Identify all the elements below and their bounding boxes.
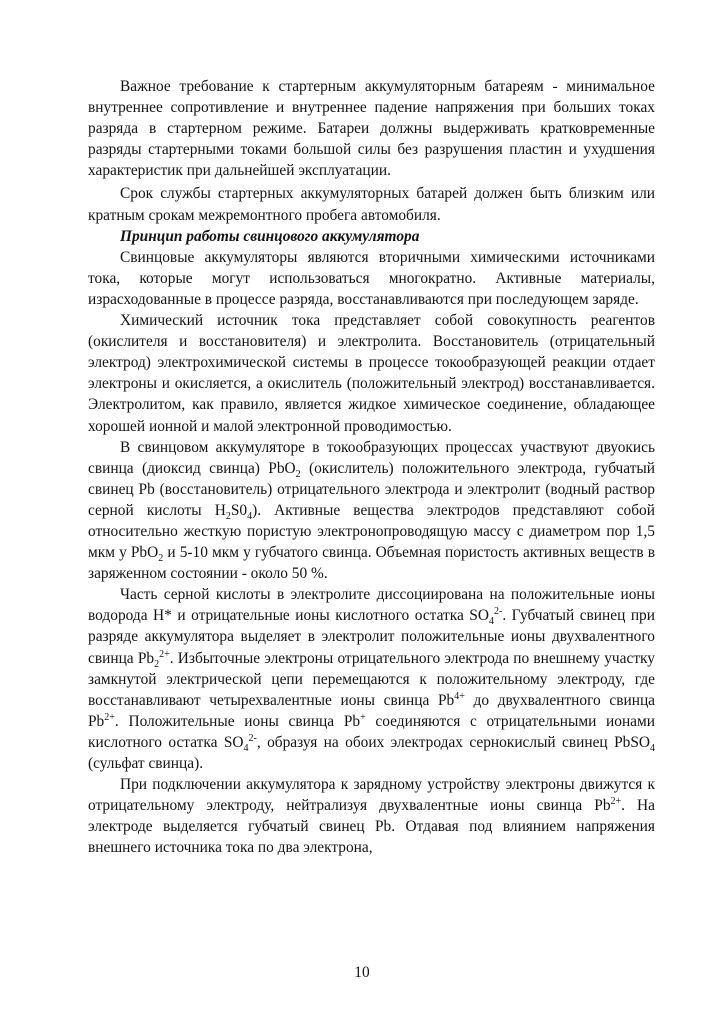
formula-pb2-ion: $Pb^{2+}$ xyxy=(88,711,115,730)
formula-pbso4: PbSO$_4$ xyxy=(614,733,655,754)
paragraph-dissociation: Часть серной кислоты в электролите диссоциирована на положительные ионы водорода Н* и отрицательные ионы кислотного остатка $SO_4^{2-}$. Губчатый свинец при разряде аккумулятора выделяет в электролит положительные ионы двухвалентного свинца $Pb_2^{2+}$. Избыточные электроны отрицательного электрода по внешнему участку замкнутой электрической цепи перемещаются к положительному электроду, где восстанавливают четырехвалентные ионы свинца $Pb^{4+}$ до двухвалентного свинца $Pb^{2+}$. Положительные ионы свинца Pb+ соединяются с отрицательными ионами кислотного остатка $SO_4^{2-}$, образуя на обоих электродах сернокислый свинец PbSO$_4$ (сульфат свинца). xyxy=(88,586,656,772)
formula-pbo2: PbO$_2$ xyxy=(268,459,301,480)
paragraph-lead-battery: В свинцовом аккумуляторе в токообразующих процессах участвуют двуокись свинца (диоксид свинца) PbO$_2$ (окислитель) положительного электрода, губчатый свинец Pb (восстановитель) отрицательного электрода и электролит (водный раствор серной кислоты $H_2S0_4$). Активные вещества электродов представляют собой относительно жесткую пористую электронопроводящую массу с диаметром пор 1,5 мкм у PbO$_2$ и 5-10 мкм у губчатого свинца. Объемная пористость активных веществ в заряженном состоянии - около 50 %. xyxy=(88,438,656,583)
formula-so4-ion: $SO_4^{2-}$ xyxy=(223,732,257,754)
paragraph-charging: При подключении аккумулятора к зарядному устройству электроны движутся к отрицательному электроду, нейтрализуя двухвалентные ионы свинца $Pb^{2+}$. На электроде выделяется губчатый свинец Pb. Отдавая под влиянием напряжения внешнего источника тока по два электрона, xyxy=(88,776,655,857)
page-number: 10 xyxy=(354,964,370,981)
formula-pb4-ion: $Pb^{4+}$ xyxy=(437,690,465,709)
formula-h2so4: $H_2S0_4$ xyxy=(214,501,253,522)
formula-pb2-ion: $Pb^{2+}$ xyxy=(594,796,622,815)
paragraph-service-life: Срок службы стартерных аккумуляторных батарей должен быть близким или кратным срокам межремонтного пробега автомобиля. xyxy=(88,185,655,224)
formula-pb-plus-ion: Pb+ xyxy=(343,711,366,730)
formula-pb-ion: $Pb_2^{2+}$ xyxy=(137,648,170,670)
section-heading: Принцип работы свинцового аккумулятора xyxy=(120,227,420,245)
page-body xyxy=(88,76,655,858)
formula-pbo2: PbO$_2$ xyxy=(130,544,164,565)
formula-so4-ion: $SO_4^{2-}$ xyxy=(469,606,503,628)
paragraph-secondary-sources: Свинцовые аккумуляторы являются вторичными химическими источниками тока, которые могут использоваться многократно. Активные материалы, израсходованные в процессе разряда, восстанавливаются при последующем заряде. xyxy=(88,248,655,308)
paragraph-requirements: Важное требование к стартерным аккумуляторным батареям - минимальное внутреннее сопротивление и внутреннее падение напряжения при больших токах разряда в стартерном режиме. Батареи должны выдерживать кратковременные разряды стартерными токами большой силы без разрушения пластин и ухудшения характеристик при дальнейшей эксплуатации. xyxy=(88,78,655,180)
paragraph-chemical-source: Химический источник тока представляет собой совокупность реагентов (окислителя и восстановителя) и электролита. Восстановитель (отрицательный электрод) электрохимической системы в процессе токообразующей реакции отдает электроны и окисляется, а окислитель (положительный электрод) восстанавливается. Электролитом, как правило, является жидкое химическое соединение, обладающее хорошей ионной и малой электронной проводимостью. xyxy=(88,312,655,435)
